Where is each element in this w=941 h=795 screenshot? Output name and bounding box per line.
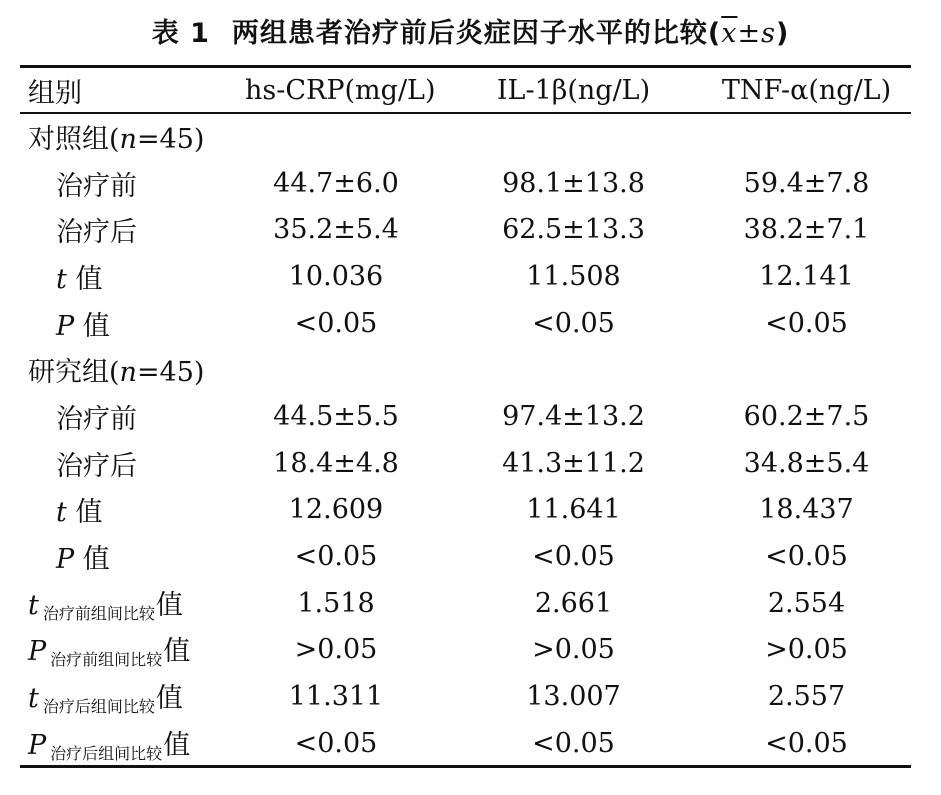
row-label: P 值 xyxy=(56,544,110,576)
table-cell: 12.141 xyxy=(759,260,854,292)
table-cell: <0.05 xyxy=(532,541,615,573)
table-cell: <0.05 xyxy=(765,307,848,339)
table-row xyxy=(20,533,911,580)
table-cell: 2.557 xyxy=(767,681,846,713)
table-cell: 2.661 xyxy=(534,587,613,619)
row-label: t 值 xyxy=(56,263,103,295)
table-cell: <0.05 xyxy=(532,727,615,759)
row-label: 治疗后 xyxy=(56,217,137,249)
table-cell: 12.609 xyxy=(288,494,384,526)
table-row xyxy=(20,253,911,300)
table-cell: >0.05 xyxy=(294,634,378,666)
study-group-heading-row xyxy=(20,346,911,393)
table-row xyxy=(20,673,911,720)
table-cell: >0.05 xyxy=(765,634,848,666)
table-row xyxy=(20,206,911,253)
table-cell: 11.641 xyxy=(526,494,621,526)
table-row xyxy=(20,627,911,674)
row-label: 治疗后 xyxy=(56,450,137,482)
table-cell: <0.05 xyxy=(294,541,378,573)
row-label: t 值 xyxy=(56,497,103,529)
table-cell: 62.5±13.3 xyxy=(502,214,645,246)
table-row xyxy=(20,580,911,627)
sd-symbol: ±s xyxy=(737,18,776,49)
table-row xyxy=(20,160,911,207)
row-label: P 值 xyxy=(56,310,110,342)
table-cell: 18.4±4.8 xyxy=(273,447,399,479)
table-cell: 38.2±7.1 xyxy=(743,214,870,246)
row-label: 治疗前 xyxy=(56,170,137,202)
table-row xyxy=(20,300,911,347)
table-cell: 11.311 xyxy=(288,681,384,713)
table-cell: <0.05 xyxy=(294,727,378,759)
table-cell: 13.007 xyxy=(526,681,621,713)
table-cell: 11.508 xyxy=(526,260,621,292)
table-row xyxy=(20,440,911,487)
stat-notation: $(\overline{x}\pm s)$ xyxy=(707,18,790,49)
row-label: P $_{治疗后组间比较}$值 xyxy=(28,729,191,763)
table-number: 表 1 xyxy=(151,18,210,49)
header-group: 组别 xyxy=(28,78,82,109)
table-cell: 18.437 xyxy=(759,494,854,526)
table-cell: <0.05 xyxy=(532,307,615,339)
row-label: t $_{治疗后组间比较}$值 xyxy=(28,683,183,717)
row-label: P $_{治疗前组间比较}$值 xyxy=(28,636,191,670)
table-cell: 44.5±5.5 xyxy=(273,400,399,432)
table-cell: 34.8±5.4 xyxy=(743,447,870,479)
table-cell: 59.4±7.8 xyxy=(743,167,870,199)
table-cell: 44.7±6.0 xyxy=(273,167,399,199)
table-cell: <0.05 xyxy=(765,727,848,759)
table-cell: <0.05 xyxy=(294,307,378,339)
table-cell: 41.3±11.2 xyxy=(502,447,645,479)
table-row xyxy=(20,393,911,440)
table-cell: 35.2±5.4 xyxy=(273,214,399,246)
table-cell: 60.2±7.5 xyxy=(743,400,870,432)
table-row xyxy=(20,720,911,767)
row-label: 治疗前 xyxy=(56,403,137,435)
control-group-heading-row xyxy=(20,113,911,160)
table-cell: 10.036 xyxy=(288,260,384,292)
table-cell: 97.4±13.2 xyxy=(502,400,645,432)
table-cell: <0.05 xyxy=(765,541,848,573)
control-group-label: 对照组(n=45) xyxy=(28,123,205,155)
header-row xyxy=(20,68,911,113)
table-cell: >0.05 xyxy=(532,634,615,666)
table-cell: 1.518 xyxy=(297,587,375,619)
table-cell: 2.554 xyxy=(767,587,846,619)
header-tnf-a: TNF-α(ng/L) xyxy=(721,75,892,106)
header-hs-crp: hs-CRP(mg/L) xyxy=(245,75,436,106)
table-cell: 98.1±13.8 xyxy=(502,167,645,199)
comparison-table xyxy=(20,68,911,767)
table-row xyxy=(20,487,911,534)
mean-symbol: $\overline{x}$ xyxy=(721,18,738,49)
header-il-1b: IL-1β(ng/L) xyxy=(496,75,651,106)
row-label: t $_{治疗前组间比较}$值 xyxy=(28,589,183,623)
study-group-label: 研究组(n=45) xyxy=(28,357,205,389)
table-caption xyxy=(0,14,941,54)
table-title: 两组患者治疗前后炎症因子水平的比较 xyxy=(231,18,708,49)
